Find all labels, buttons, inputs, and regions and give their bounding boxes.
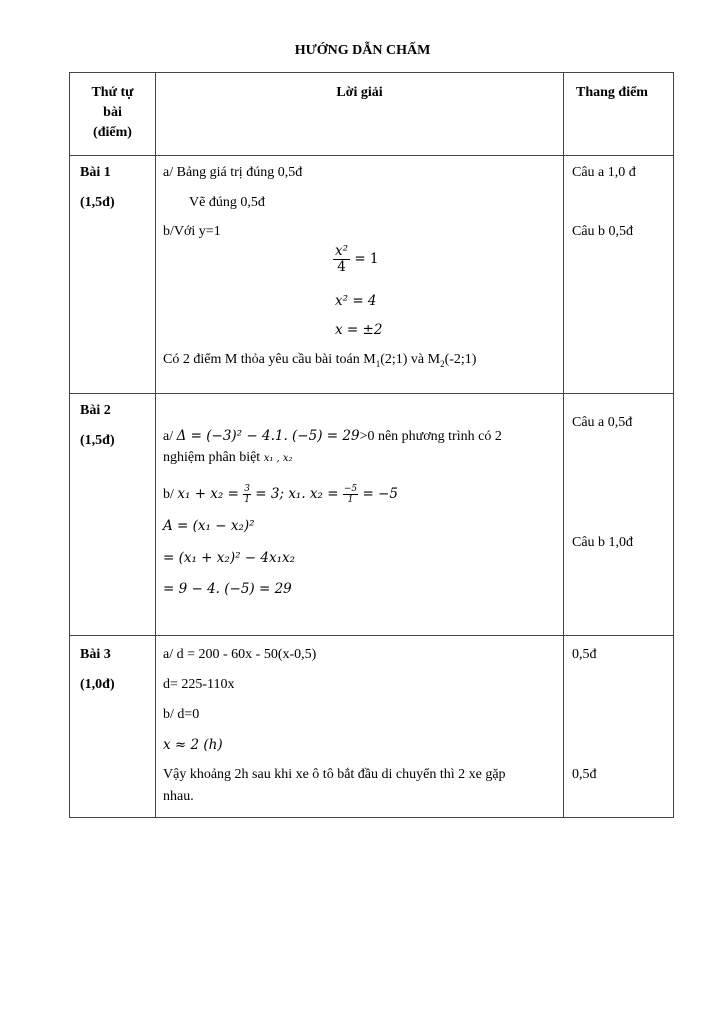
- bai1-conclusion-text: Có 2 điểm M thỏa yêu cầu bài toán M: [163, 352, 376, 367]
- bai3-line4: x ≈ 2 (h): [163, 737, 223, 753]
- bai2-delta-eq: Δ = (−3)² − 4.1. (−5) = 29: [176, 428, 360, 444]
- bai1-line-a: a/ Bảng giá trị đúng 0,5đ: [163, 165, 303, 180]
- bai1-solution-cell: [156, 156, 564, 394]
- bai1-label-cell: [70, 156, 156, 394]
- bai2-eq-c: = 9 − 4. (−5) = 29: [163, 581, 292, 597]
- bai2-eq-b: = (x₁ + x₂)² − 4x₁x₂: [163, 550, 296, 566]
- bai3-points: (1,0đ): [80, 677, 115, 692]
- page-title: HƯỚNG DẪN CHẤM: [294, 43, 431, 58]
- bai1-m2-coord: (-2;1): [444, 352, 477, 367]
- bai2-mid: = 3; x₁. x₂ =: [255, 486, 339, 502]
- bai3-line1: a/ d = 200 - 60x - 50(x-0,5): [163, 647, 317, 662]
- bai1-eq3: x = ±2: [335, 322, 383, 338]
- bai3-line2: d= 225-110x: [163, 677, 235, 692]
- header-order-line2: bài: [103, 105, 122, 120]
- header-order: [70, 73, 156, 156]
- bai1-m1-sub: 1: [375, 358, 381, 369]
- header-solution: Lời giải: [156, 73, 564, 156]
- bai2-line-a: [163, 427, 502, 446]
- bai3-solution-cell: [156, 636, 564, 818]
- bai1-eq1-den: 4: [337, 259, 346, 275]
- header-score: Thang điểm: [564, 73, 674, 156]
- bai1-points: (1,5đ): [80, 195, 115, 210]
- bai2-frac1-den: 1: [244, 495, 250, 505]
- bai2-solution-cell: [156, 394, 564, 636]
- bai1-m2-sub: 2: [440, 358, 445, 369]
- header-order-line3: (điểm): [93, 125, 132, 140]
- bai2-line-a-pre: a/: [163, 429, 177, 444]
- bai2-frac2-den: 1: [347, 495, 354, 505]
- bai2-line-a-post: >0 nên phương trình có 2: [359, 429, 502, 444]
- bai2-name: Bài 2: [80, 403, 111, 418]
- bai2-frac1-num: 3: [244, 484, 250, 494]
- bai1-line-a2: Vẽ đúng 0,5đ: [189, 195, 265, 210]
- table-row: [70, 156, 674, 394]
- header-order-line1: Thứ tự: [91, 85, 134, 100]
- bai3-line6: nhau.: [163, 789, 194, 804]
- bai2-frac2-num: −5: [343, 484, 358, 494]
- bai3-name: Bài 3: [80, 647, 111, 662]
- table-header-row: [70, 73, 674, 156]
- bai3-score-b: 0,5đ: [572, 767, 597, 782]
- bai3-line3: b/ d=0: [163, 707, 200, 722]
- table-row: [70, 394, 674, 636]
- bai2-label-cell: [70, 394, 156, 636]
- bai1-score-b: Câu b 0,5đ: [572, 224, 634, 239]
- bai1-conclusion: [163, 351, 476, 373]
- bai2-eq-a: A = (x₁ − x₂)²: [163, 518, 255, 534]
- bai2-score-cell: [564, 394, 674, 636]
- bai2-end: = −5: [362, 486, 398, 502]
- bai2-line-a2-text: nghiệm phân biệt: [163, 450, 261, 465]
- bai1-m1-coord: (2;1) và M: [380, 352, 441, 367]
- bai2-roots: x₁ , x₂: [263, 453, 293, 464]
- bai2-score-a: Câu a 0,5đ: [572, 415, 633, 430]
- bai2-line-b-pre: b/: [163, 487, 178, 502]
- bai2-line-b: [163, 484, 398, 505]
- grading-table: [69, 72, 674, 818]
- bai1-score-a: Câu a 1,0 đ: [572, 165, 636, 180]
- bai1-eq2: x² = 4: [335, 293, 377, 309]
- bai3-line5: Vậy khoảng 2h sau khi xe ô tô bắt đầu di chuyển thì 2 xe gặp: [163, 767, 506, 782]
- bai2-sum: x₁ + x₂ =: [177, 486, 239, 502]
- bai1-eq1-num: x²: [335, 243, 349, 259]
- bai1-line-b: b/Với y=1: [163, 224, 221, 239]
- bai1-eq1-rhs: = 1: [354, 251, 379, 267]
- bai3-score-cell: [564, 636, 674, 818]
- bai2-score-b: Câu b 1,0đ: [572, 535, 634, 550]
- bai2-line-a2: [163, 449, 293, 468]
- bai1-eq1: [333, 244, 379, 275]
- bai2-points: (1,5đ): [80, 433, 115, 448]
- bai1-name: Bài 1: [80, 165, 111, 180]
- bai1-score-cell: [564, 156, 674, 394]
- table-row: [70, 636, 674, 818]
- bai3-score-a: 0,5đ: [572, 647, 597, 662]
- bai3-label-cell: [70, 636, 156, 818]
